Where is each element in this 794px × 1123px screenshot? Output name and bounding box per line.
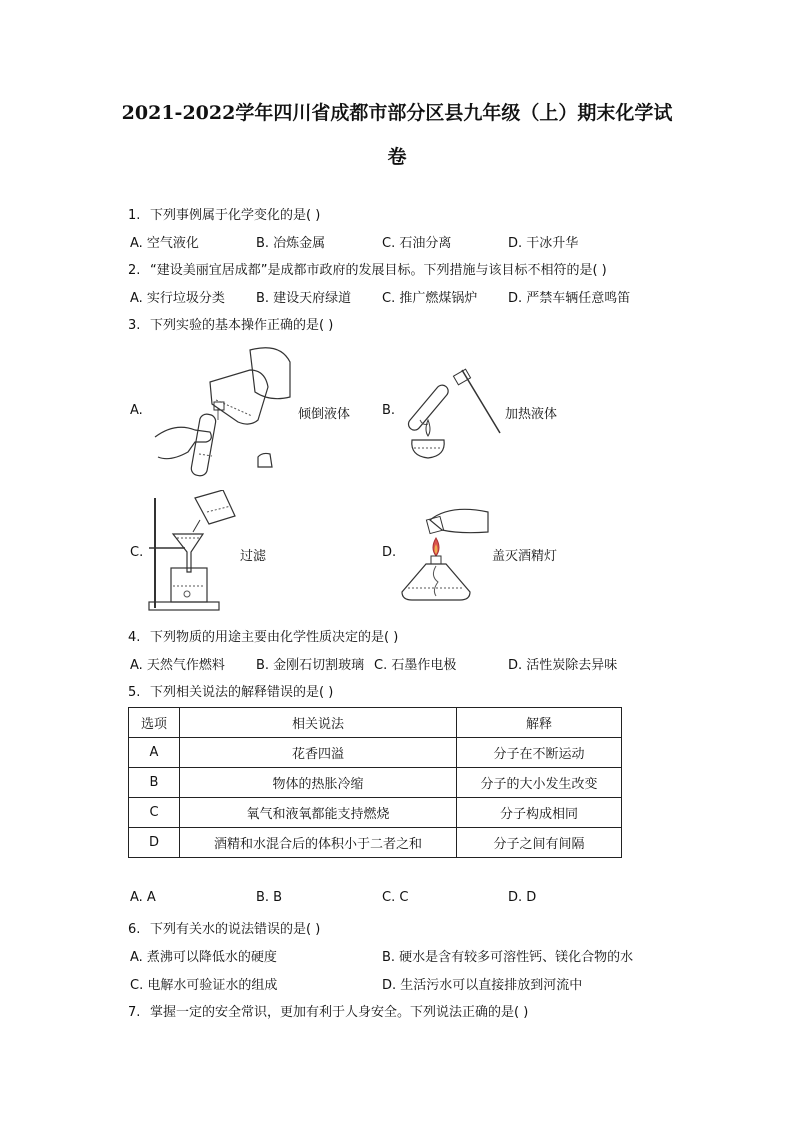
q1-option-d: D. 干冰升华 bbox=[508, 236, 579, 251]
table-header-cell: 解释 bbox=[457, 708, 622, 738]
q5-option-a: A. A bbox=[130, 890, 156, 905]
pouring-liquid-illustration bbox=[150, 342, 300, 477]
q6-option-b: B. 硬水是含有较多可溶性钙、镁化合物的水 bbox=[382, 950, 634, 965]
question-1 bbox=[128, 204, 320, 223]
q4-option-b: B. 金刚石切割玻璃 bbox=[256, 658, 365, 673]
table-header-cell: 选项 bbox=[129, 708, 180, 738]
q3-option-d-letter: D. bbox=[382, 545, 397, 560]
table-cell: A bbox=[129, 738, 180, 768]
question-number: 6. bbox=[128, 922, 141, 937]
q3-option-c-letter: C. bbox=[130, 545, 144, 560]
question-number: 1. bbox=[128, 208, 141, 223]
q5-option-c: C. C bbox=[382, 890, 409, 905]
question-stem: 下列物质的用途主要由化学性质决定的是( ) bbox=[150, 630, 399, 645]
question-number: 3. bbox=[128, 318, 141, 333]
question-2 bbox=[128, 259, 607, 278]
table-cell: C bbox=[129, 798, 180, 828]
question-stem: 下列相关说法的解释错误的是( ) bbox=[150, 685, 334, 700]
explanation-table bbox=[128, 707, 622, 858]
filtration-illustration bbox=[145, 490, 245, 612]
table-cell: 分子的大小发生改变 bbox=[457, 768, 622, 798]
table-row bbox=[129, 798, 622, 828]
q3-option-a-text: 倾倒液体 bbox=[298, 407, 351, 422]
q6-option-d: D. 生活污水可以直接排放到河流中 bbox=[382, 978, 583, 993]
exam-title-line2: 卷 bbox=[387, 146, 407, 168]
question-number: 4. bbox=[128, 630, 141, 645]
q3-option-b-letter: B. bbox=[382, 403, 396, 418]
table-cell: 分子在不断运动 bbox=[457, 738, 622, 768]
question-number: 5. bbox=[128, 685, 141, 700]
table-header-cell: 相关说法 bbox=[180, 708, 457, 738]
q1-option-c: C. 石油分离 bbox=[382, 236, 452, 251]
q5-option-b: B. B bbox=[256, 890, 283, 905]
question-stem: “建设美丽宜居成都”是成都市政府的发展目标。下列措施与该目标不相符的是( ) bbox=[150, 263, 607, 278]
question-stem: 掌握一定的安全常识，更加有利于人身安全。下列说法正确的是( ) bbox=[150, 1005, 529, 1020]
q6-option-c: C. 电解水可验证水的组成 bbox=[130, 978, 278, 993]
question-5 bbox=[128, 681, 333, 700]
q3-option-a-letter: A. bbox=[130, 403, 143, 418]
table-cell: 氧气和液氧都能支持燃烧 bbox=[180, 798, 457, 828]
table-row bbox=[129, 768, 622, 798]
question-stem: 下列事例属于化学变化的是( ) bbox=[150, 208, 321, 223]
table-cell: B bbox=[129, 768, 180, 798]
heating-liquid-illustration bbox=[400, 368, 505, 463]
question-6 bbox=[128, 918, 320, 937]
table-cell: 花香四溢 bbox=[180, 738, 457, 768]
q4-option-d: D. 活性炭除去异味 bbox=[508, 658, 618, 673]
table-header-row bbox=[129, 708, 622, 738]
question-number: 7. bbox=[128, 1005, 141, 1020]
q2-option-a: A. 实行垃圾分类 bbox=[130, 291, 225, 306]
q3-option-c-text: 过滤 bbox=[240, 549, 267, 564]
table-row bbox=[129, 738, 622, 768]
q1-option-a: A. 空气液化 bbox=[130, 236, 199, 251]
table-cell: 分子之间有间隔 bbox=[457, 828, 622, 858]
question-stem: 下列有关水的说法错误的是( ) bbox=[150, 922, 321, 937]
exam-title-line1: 2021-2022学年四川省成都市部分区县九年级（上）期末化学试 bbox=[121, 102, 673, 124]
q2-option-c: C. 推广燃煤锅炉 bbox=[382, 291, 478, 306]
question-4 bbox=[128, 626, 398, 645]
q4-option-a: A. 天然气作燃料 bbox=[130, 658, 225, 673]
question-stem: 下列实验的基本操作正确的是( ) bbox=[150, 318, 334, 333]
q5-option-d: D. D bbox=[508, 890, 537, 905]
q6-option-a: A. 煮沸可以降低水的硬度 bbox=[130, 950, 277, 965]
table-cell: 酒精和水混合后的体积小于二者之和 bbox=[180, 828, 457, 858]
table-cell: D bbox=[129, 828, 180, 858]
question-7 bbox=[128, 1001, 528, 1020]
question-number: 2. bbox=[128, 263, 141, 278]
table-cell: 分子构成相同 bbox=[457, 798, 622, 828]
q1-option-b: B. 冶炼金属 bbox=[256, 236, 326, 251]
alcohol-lamp-illustration bbox=[400, 500, 492, 605]
table-cell: 物体的热胀冷缩 bbox=[180, 768, 457, 798]
q3-option-d-text: 盖灭酒精灯 bbox=[492, 549, 558, 564]
question-3 bbox=[128, 314, 333, 333]
q4-option-c: C. 石墨作电极 bbox=[374, 658, 457, 673]
q3-option-b-text: 加热液体 bbox=[505, 407, 558, 422]
table-row bbox=[129, 828, 622, 858]
q2-option-d: D. 严禁车辆任意鸣笛 bbox=[508, 291, 631, 306]
q2-option-b: B. 建设天府绿道 bbox=[256, 291, 352, 306]
